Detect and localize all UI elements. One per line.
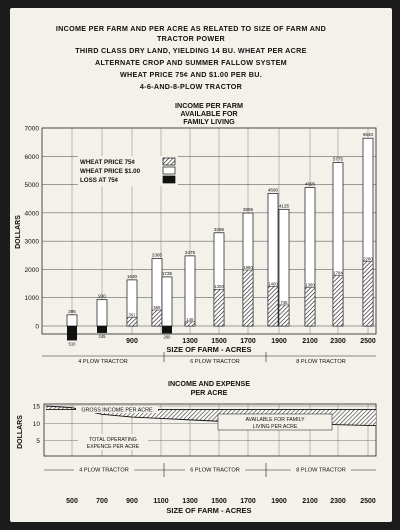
- chart1-xlabel: SIZE OF FARM - ACRES: [166, 345, 252, 354]
- chart1-ytick-label: 6000: [24, 153, 39, 161]
- chart2-band-label: 8 PLOW TRACTOR: [296, 467, 346, 474]
- chart1-band-label: 6 PLOW TRACTOR: [190, 359, 240, 365]
- chart2-xtick-label: 500: [66, 498, 78, 505]
- chart1-bar-75: [363, 262, 373, 326]
- chart1-ytick-label: 2000: [24, 266, 39, 274]
- chart1-xtick-label: 2500: [360, 338, 376, 345]
- chart2-ytick-label: 15: [32, 403, 40, 411]
- chart1-data-label-100: 1735: [161, 270, 173, 276]
- chart1-legend-label: WHEAT PRICE $1.00: [80, 168, 141, 175]
- chart2-annot-available-1: AVAILABLE FOR FAMILY: [245, 417, 305, 423]
- chart1-bar-75: [243, 270, 253, 326]
- chart1-bar-100: [97, 300, 107, 326]
- chart1-bar-loss: [67, 326, 77, 340]
- chart1-band-label: 8 PLOW TRACTOR: [296, 359, 346, 365]
- chart2-annot-available-2: LIVING PER ACRE: [252, 424, 298, 430]
- chart1-data-label-100: 2479: [184, 249, 196, 255]
- chart2-xtick-label: 900: [126, 498, 138, 505]
- subtitle-soil: THIRD CLASS DRY LAND, YIELDING 14 BU. WHEAT PER ACRE: [75, 46, 307, 55]
- chart2-xtick-label: 1500: [211, 498, 227, 505]
- chart2-annot-expense-1: TOTAL OPERATING: [89, 437, 137, 443]
- chart1-ytick-label: 1000: [24, 295, 39, 303]
- chart1-data-label-100: 3295: [213, 226, 225, 232]
- chart1-data-label-100: 4690: [267, 187, 279, 193]
- title-line-2: TRACTOR POWER: [156, 34, 226, 43]
- chart1-data-label-75: 565: [153, 305, 161, 311]
- chart1-ytick-label: 5000: [24, 182, 39, 190]
- chart1-data-label-100: 5775: [332, 156, 344, 162]
- chart1-data-label-loss: 510: [68, 341, 76, 347]
- chart1-data-label-loss: 245: [98, 333, 106, 339]
- chart2-xtick-label: 2100: [302, 498, 318, 505]
- subtitle-tractor: 4-6-AND-8-PLOW TRACTOR: [139, 82, 243, 91]
- chart1-legend-swatch: [163, 176, 175, 183]
- chart1-data-label-75: 301: [128, 312, 136, 318]
- chart1-bar-75: [185, 322, 195, 326]
- chart1-title-line3: FAMILY LIVING: [183, 117, 235, 126]
- chart1-bar-75: [214, 289, 224, 326]
- chart1-data-label-100: 4125: [278, 203, 290, 209]
- chart1-bar-100: [185, 256, 195, 326]
- chart1-xtick-label: 1900: [271, 338, 287, 345]
- chart1-title-line2: AVAILABLE FOR: [180, 109, 238, 118]
- chart1-legend-swatch: [163, 158, 175, 165]
- chart1-data-label-75: 2280: [363, 256, 373, 262]
- chart2-xtick-label: 1100: [153, 498, 169, 505]
- chart2-annot-gross: GROSS INCOME PER ACRE: [81, 407, 153, 414]
- chart1-data-label-100: 930: [98, 293, 106, 299]
- chart1-legend-swatch: [163, 167, 175, 174]
- chart1-ytick-label: 7000: [24, 125, 39, 133]
- chart1-ytick-label: 3000: [24, 238, 39, 246]
- chart2-ylabel: DOLLARS: [17, 415, 24, 449]
- chart2-xtick-label: 700: [96, 498, 108, 505]
- chart1-data-label-75: 745: [280, 299, 288, 305]
- chart1-data-label-75: 146: [186, 316, 194, 322]
- chart1-legend-label: WHEAT PRICE 75¢: [80, 159, 135, 166]
- chart2-band-label: 4 PLOW TRACTOR: [79, 467, 129, 474]
- chart2-xtick-label: 1300: [182, 498, 198, 505]
- chart1-xtick-label: 2300: [330, 338, 346, 345]
- chart1-ytick-label: 4000: [24, 210, 39, 218]
- chart1-data-label-100: 1630: [126, 273, 138, 279]
- chart1-data-label-75: 1784: [333, 270, 343, 276]
- chart1-band-label: 4 PLOW TRACTOR: [78, 359, 128, 365]
- chart1-data-label-75: 1980: [243, 264, 253, 270]
- subtitle-price: WHEAT PRICE 75¢ AND $1.00 PER BU.: [119, 70, 263, 79]
- chart1-data-label-75: 1400: [268, 281, 278, 287]
- chart2-xtick-label: 2500: [360, 498, 376, 505]
- chart1-title-line1: INCOME PER FARM: [175, 101, 243, 110]
- chart2-band-label: 6 PLOW TRACTOR: [190, 467, 240, 474]
- chart1-bar-75: [152, 310, 162, 326]
- chart1-data-label-100: 4895: [304, 181, 316, 187]
- chart1-data-label-100: 3995: [242, 206, 254, 212]
- chart2-ytick-label: 5: [36, 438, 40, 446]
- chart1-bar-loss: [162, 326, 172, 333]
- subtitle-system: ALTERNATE CROP AND SUMMER FALLOW SYSTEM: [95, 58, 287, 67]
- chart1-xtick-label: 1300: [182, 338, 198, 345]
- chart1-data-label-loss: 260: [163, 334, 171, 340]
- chart1-bar-75: [305, 288, 315, 326]
- chart1-bar-75: [279, 305, 289, 326]
- chart1-data-label-75: 1360: [305, 282, 315, 288]
- chart1-xtick-label: 1700: [240, 338, 256, 345]
- title-line-1: INCOME PER FARM AND PER ACRE AS RELATED TO SIZE OF FARM AND: [55, 24, 327, 33]
- chart2-annot-expense-2: EXPENCE PER ACRE: [86, 444, 140, 450]
- chart1-xtick-label: 1500: [211, 338, 227, 345]
- chart1-legend-label: LOSS AT 75¢: [80, 177, 119, 184]
- chart1-xtick-label: 900: [126, 338, 138, 345]
- chart1-bar-75: [333, 276, 343, 326]
- chart1-ytick-label: 0: [35, 323, 39, 331]
- chart2-title-line2: PER ACRE: [190, 388, 228, 397]
- chart1-bar-100: [67, 315, 77, 326]
- chart1-bar-100: [162, 277, 172, 326]
- chart1-data-label-100: 6640: [362, 132, 374, 138]
- chart1-ylabel: DOLLARS: [15, 215, 22, 249]
- chart2-ytick-label: 10: [32, 420, 40, 428]
- chart2-xtick-label: 1900: [271, 498, 287, 505]
- chart1-data-label-100: 2385: [151, 252, 163, 258]
- chart2-xlabel: SIZE OF FARM - ACRES: [166, 506, 252, 515]
- chart1-bar-loss: [97, 326, 107, 333]
- chart2-xtick-label: 1700: [240, 498, 256, 505]
- chart2-xtick-label: 2300: [330, 498, 346, 505]
- chart1-xtick-label: 2100: [302, 338, 318, 345]
- chart1-bar-75: [268, 286, 278, 326]
- chart2-title-line1: INCOME AND EXPENSE: [167, 379, 251, 388]
- chart1-data-label-75: 1300: [214, 284, 224, 290]
- chart1-bar-75: [127, 317, 137, 326]
- chart1-data-label-100: 395: [68, 308, 76, 314]
